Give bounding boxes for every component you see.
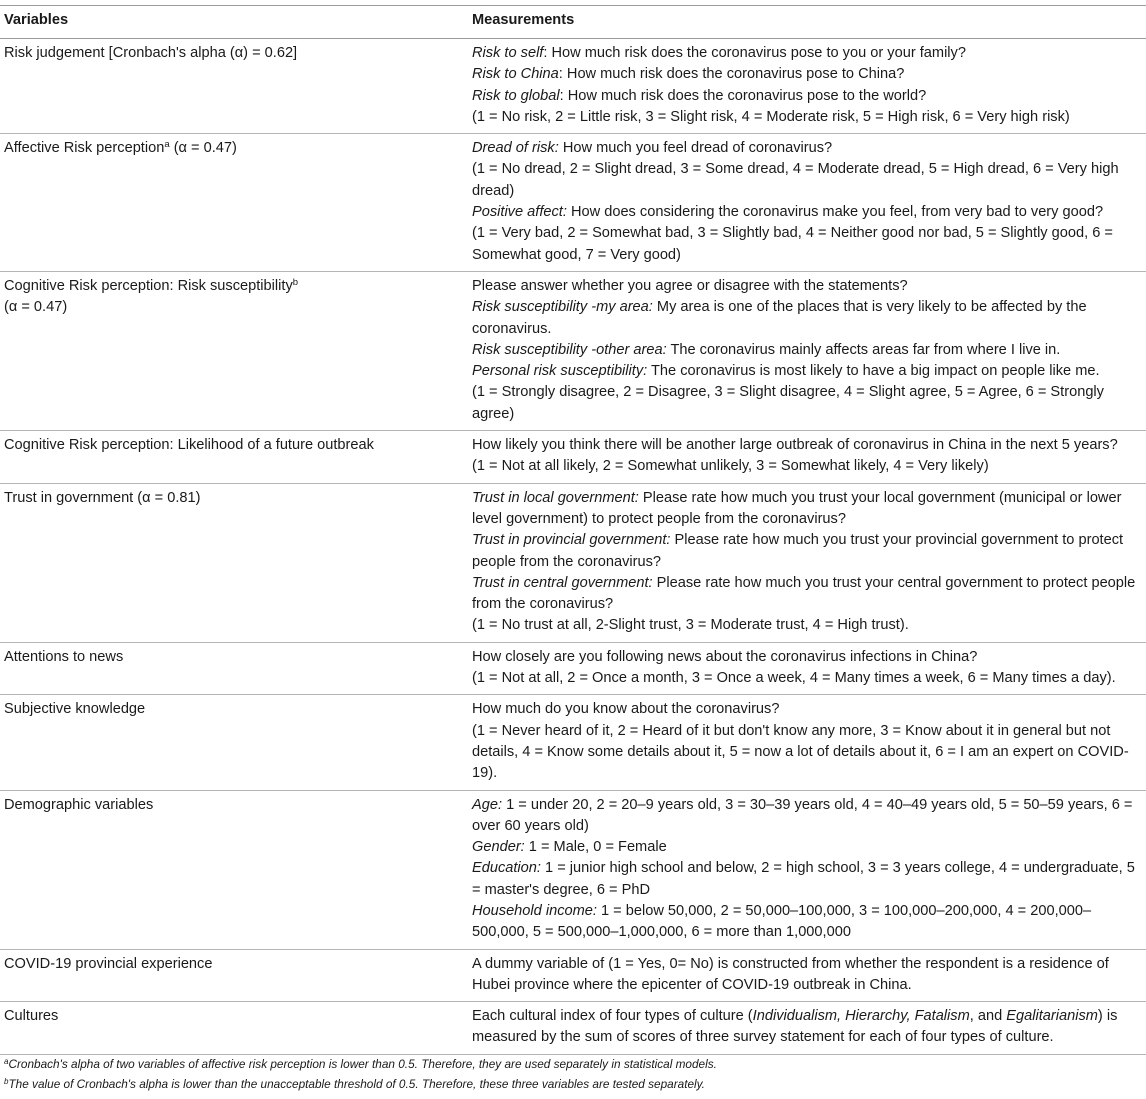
variable-cell: Trust in government (α = 0.81) <box>0 483 468 642</box>
header-row <box>0 6 1146 39</box>
variables-table <box>0 5 1146 1055</box>
table-row <box>0 483 1146 642</box>
measurement-cell: A dummy variable of (1 = Yes, 0= No) is constructed from whether the respondent is a residence of Hubei province where the epicenter of COVID-19 outbreak in China. <box>468 949 1146 1002</box>
measurement-cell: Risk to self: How much risk does the coronavirus pose to you or your family? Risk to China: How much risk does the coronavirus pose to China? Risk to global: How much risk does the coronavirus pose to the world? (1 = No risk, 2 = Little risk, 3 = Slight risk, 4 = Moderate risk, 5 = High risk, 6 = Very high risk) <box>468 39 1146 134</box>
measurement-cell: Trust in local government: Please rate how much you trust your local government (municipal or lower level government) to protect people from the coronavirus? Trust in provincial government: Please rate how much you trust your provincial government to protect people from the coronavirus? Trust in central government: Please rate how much you trust your central government to protect people from the coronavirus? (1 = No trust at all, 2-Slight trust, 3 = Moderate trust, 4 = High trust). <box>468 483 1146 642</box>
measurement-cell: Please answer whether you agree or disagree with the statements? Risk susceptibility -my area: My area is one of the places that is very likely to be affected by the coronavirus. Risk susceptibility -other area: The coronavirus mainly affects areas far from where I live in. Personal risk susceptibility: The coronavirus is most likely to have a big impact on people like me. (1 = Strongly disagree, 2 = Disagree, 3 = Slight disagree, 4 = Slight agree, 5 = Agree, 6 = Strongly agree) <box>468 271 1146 430</box>
measurement-cell: Dread of risk: How much you feel dread of coronavirus? (1 = No dread, 2 = Slight dread, 3 = Some dread, 4 = Moderate dread, 5 = High dread, 6 = Very high dread) Positive affect: How does considering the coronavirus make you feel, from very bad to very good? (1 = Very bad, 2 = Somewhat bad, 3 = Slightly bad, 4 = Neither good nor bad, 5 = Slightly good, 6 = Somewhat good, 7 = Very good) <box>468 134 1146 272</box>
footnote-a: $^a$Cronbach's alpha of two variables of affective risk perception is lower than 0.5. Therefore, they are used separately in statistical models. <box>4 1057 717 1071</box>
variables-table-container <box>0 5 1146 1055</box>
footnote-mark: b <box>292 276 299 288</box>
measurement-cell: How much do you know about the coronavirus? (1 = Never heard of it, 2 = Heard of it but don't know any more, 3 = Know about it in general but not details, 4 = Know some details about it, 5 = now a lot of details about it, 6 = I am an expert on COVID-19). <box>468 695 1146 790</box>
variable-cell: COVID-19 provincial experience <box>0 949 468 1002</box>
variable-cell: Cultures <box>0 1002 468 1055</box>
header-variables: Variables <box>0 6 468 39</box>
variable-cell: Subjective knowledge <box>0 695 468 790</box>
table-row <box>0 39 1146 134</box>
table-row <box>0 949 1146 1002</box>
footnote-b: $^b$The value of Cronbach's alpha is lower than the unacceptable threshold of 0.5. Therefore, these three variables are tested separately. <box>4 1077 705 1091</box>
measurement-cell: Each cultural index of four types of culture (Individualism, Hierarchy, Fatalism, and Egalitarianism) is measured by the sum of scores of three survey statement for each of four types of culture. <box>468 1002 1146 1055</box>
header-measurements: Measurements <box>468 6 1146 39</box>
table-row <box>0 790 1146 949</box>
table-row <box>0 642 1146 695</box>
variable-cell: Cognitive Risk perception: Likelihood of a future outbreak <box>0 431 468 484</box>
table-row <box>0 134 1146 272</box>
table-row <box>0 431 1146 484</box>
measurement-cell: Age: 1 = under 20, 2 = 20–9 years old, 3 = 30–39 years old, 4 = 40–49 years old, 5 = 50–59 years, 6 = over 60 years old) Gender: 1 = Male, 0 = Female Education: 1 = junior high school and below, 2 = high school, 3 = 3 years college, 4 = undergraduate, 5 = master's degree, 6 = PhD Household income: 1 = below 50,000, 2 = 50,000–100,000, 3 = 100,000–200,000, 4 = 200,000–500,000, 5 = 500,000–1,000,000, 6 = more than 1,000,000 <box>468 790 1146 949</box>
variable-cell: Cognitive Risk perception: Risk susceptibility$^b$ (α = 0.47) <box>0 271 468 430</box>
measurement-cell: How closely are you following news about the coronavirus infections in China? (1 = Not at all, 2 = Once a month, 3 = Once a week, 4 = Many times a week, 6 = Many times a day). <box>468 642 1146 695</box>
footnote-mark: a <box>164 139 170 151</box>
table-row <box>0 271 1146 430</box>
table-row <box>0 1002 1146 1055</box>
variable-cell: Demographic variables <box>0 790 468 949</box>
table-row <box>0 695 1146 790</box>
variable-cell: Affective Risk perception$^a$ (α = 0.47) <box>0 134 468 272</box>
footnotes <box>4 1054 1142 1094</box>
variable-cell: Attentions to news <box>0 642 468 695</box>
measurement-cell: How likely you think there will be another large outbreak of coronavirus in China in the next 5 years? (1 = Not at all likely, 2 = Somewhat unlikely, 3 = Somewhat likely, 4 = Very likely) <box>468 431 1146 484</box>
variable-cell: Risk judgement [Cronbach's alpha (α) = 0.62] <box>0 39 468 134</box>
